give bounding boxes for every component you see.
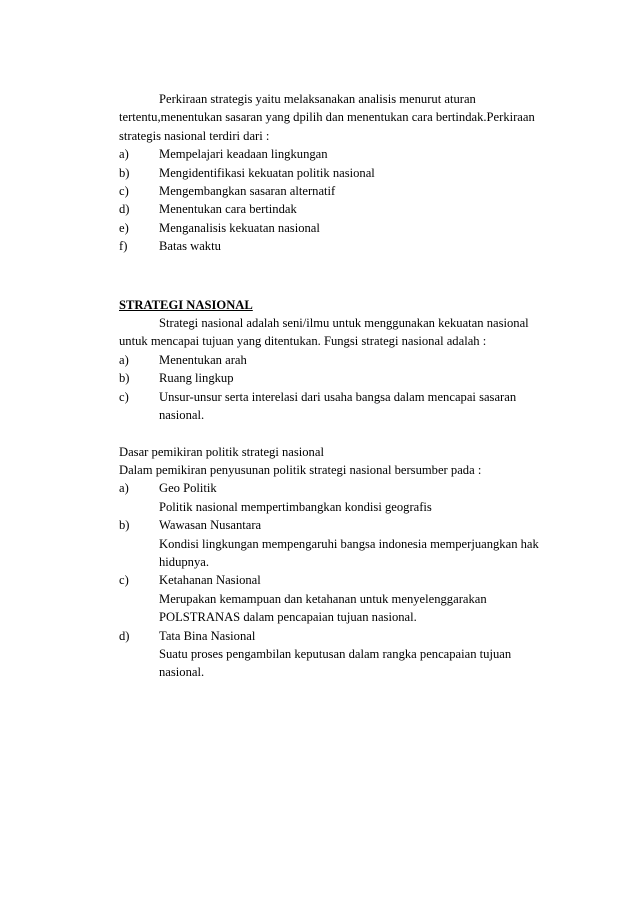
list-item-text: Mengembangkan sasaran alternatif <box>159 184 336 199</box>
list-marker: a) <box>119 481 129 496</box>
list-item <box>119 627 549 645</box>
list-item-desc: Merupakan kemampuan dan ketahanan untuk menyelenggarakan POLSTRANAS dalam pencapaian tujuan nasional. <box>159 591 487 625</box>
list-marker: b) <box>119 518 130 533</box>
list-marker: e) <box>119 220 129 235</box>
document-page <box>119 90 549 682</box>
list-item <box>119 479 549 497</box>
list-item-title: Tata Bina Nasional <box>159 628 256 643</box>
list-item <box>119 388 549 425</box>
list-item <box>119 164 549 182</box>
list-item-text: Menentukan arah <box>159 352 247 367</box>
list-item <box>119 200 549 218</box>
section-gap <box>119 256 549 296</box>
list-item <box>119 145 549 163</box>
intro-list <box>119 145 549 255</box>
section-gap <box>119 425 549 443</box>
list-item <box>119 351 549 369</box>
list-item-desc: Kondisi lingkungan mempengaruhi bangsa indonesia memperjuangkan hak hidupnya. <box>159 536 539 569</box>
list-marker: d) <box>119 628 130 643</box>
list-marker: f) <box>119 239 128 254</box>
list-marker: d) <box>119 202 130 217</box>
list-item-text: Mengidentifikasi kekuatan politik nasional <box>159 165 375 180</box>
list-item-title: Geo Politik <box>159 481 217 496</box>
dasar-subtitle: Dalam pemikiran penyusunan politik strategi nasional bersumber pada : <box>119 462 482 477</box>
list-item-text: Menganalisis kekuatan nasional <box>159 220 320 235</box>
dasar-title: Dasar pemikiran politik strategi nasional <box>119 444 324 459</box>
list-marker: a) <box>119 147 129 162</box>
strategi-list <box>119 351 549 425</box>
intro-paragraph: Perkiraan strategis yaitu melaksanakan analisis menurut aturan tertentu,menentukan sasaran yang dpilih dan menentukan cara bertindak.Perkiraan strategis nasional terdiri dari : <box>119 92 535 143</box>
list-item-text: Menentukan cara bertindak <box>159 202 297 217</box>
dasar-list <box>119 479 549 681</box>
list-item-text: Batas waktu <box>159 239 221 254</box>
list-item-text: Mempelajari keadaan lingkungan <box>159 147 328 162</box>
list-marker: c) <box>119 573 129 588</box>
list-item <box>119 182 549 200</box>
list-item <box>119 516 549 534</box>
list-marker: c) <box>119 389 129 404</box>
list-item <box>119 237 549 255</box>
list-marker: b) <box>119 371 130 386</box>
list-item <box>119 219 549 237</box>
list-item-title: Ketahanan Nasional <box>159 573 261 588</box>
list-marker: a) <box>119 352 129 367</box>
list-item-text: Unsur-unsur serta interelasi dari usaha bangsa dalam mencapai sasaran nasional. <box>159 389 517 423</box>
section-heading: STRATEGI NASIONAL <box>119 297 253 312</box>
strategi-paragraph: Strategi nasional adalah seni/ilmu untuk menggunakan kekuatan nasional untuk mencapai tujuan yang ditentukan. Fungsi strategi nasional adalah : <box>119 316 529 349</box>
list-item <box>119 571 549 589</box>
list-marker: c) <box>119 184 129 199</box>
list-item-desc: Politik nasional mempertimbangkan kondisi geografis <box>159 499 432 514</box>
list-item-text: Ruang lingkup <box>159 371 234 386</box>
list-item-title: Wawasan Nusantara <box>159 518 262 533</box>
list-item <box>119 369 549 387</box>
list-item-desc: Suatu proses pengambilan keputusan dalam rangka pencapaian tujuan nasional. <box>159 646 512 680</box>
list-marker: b) <box>119 165 130 180</box>
